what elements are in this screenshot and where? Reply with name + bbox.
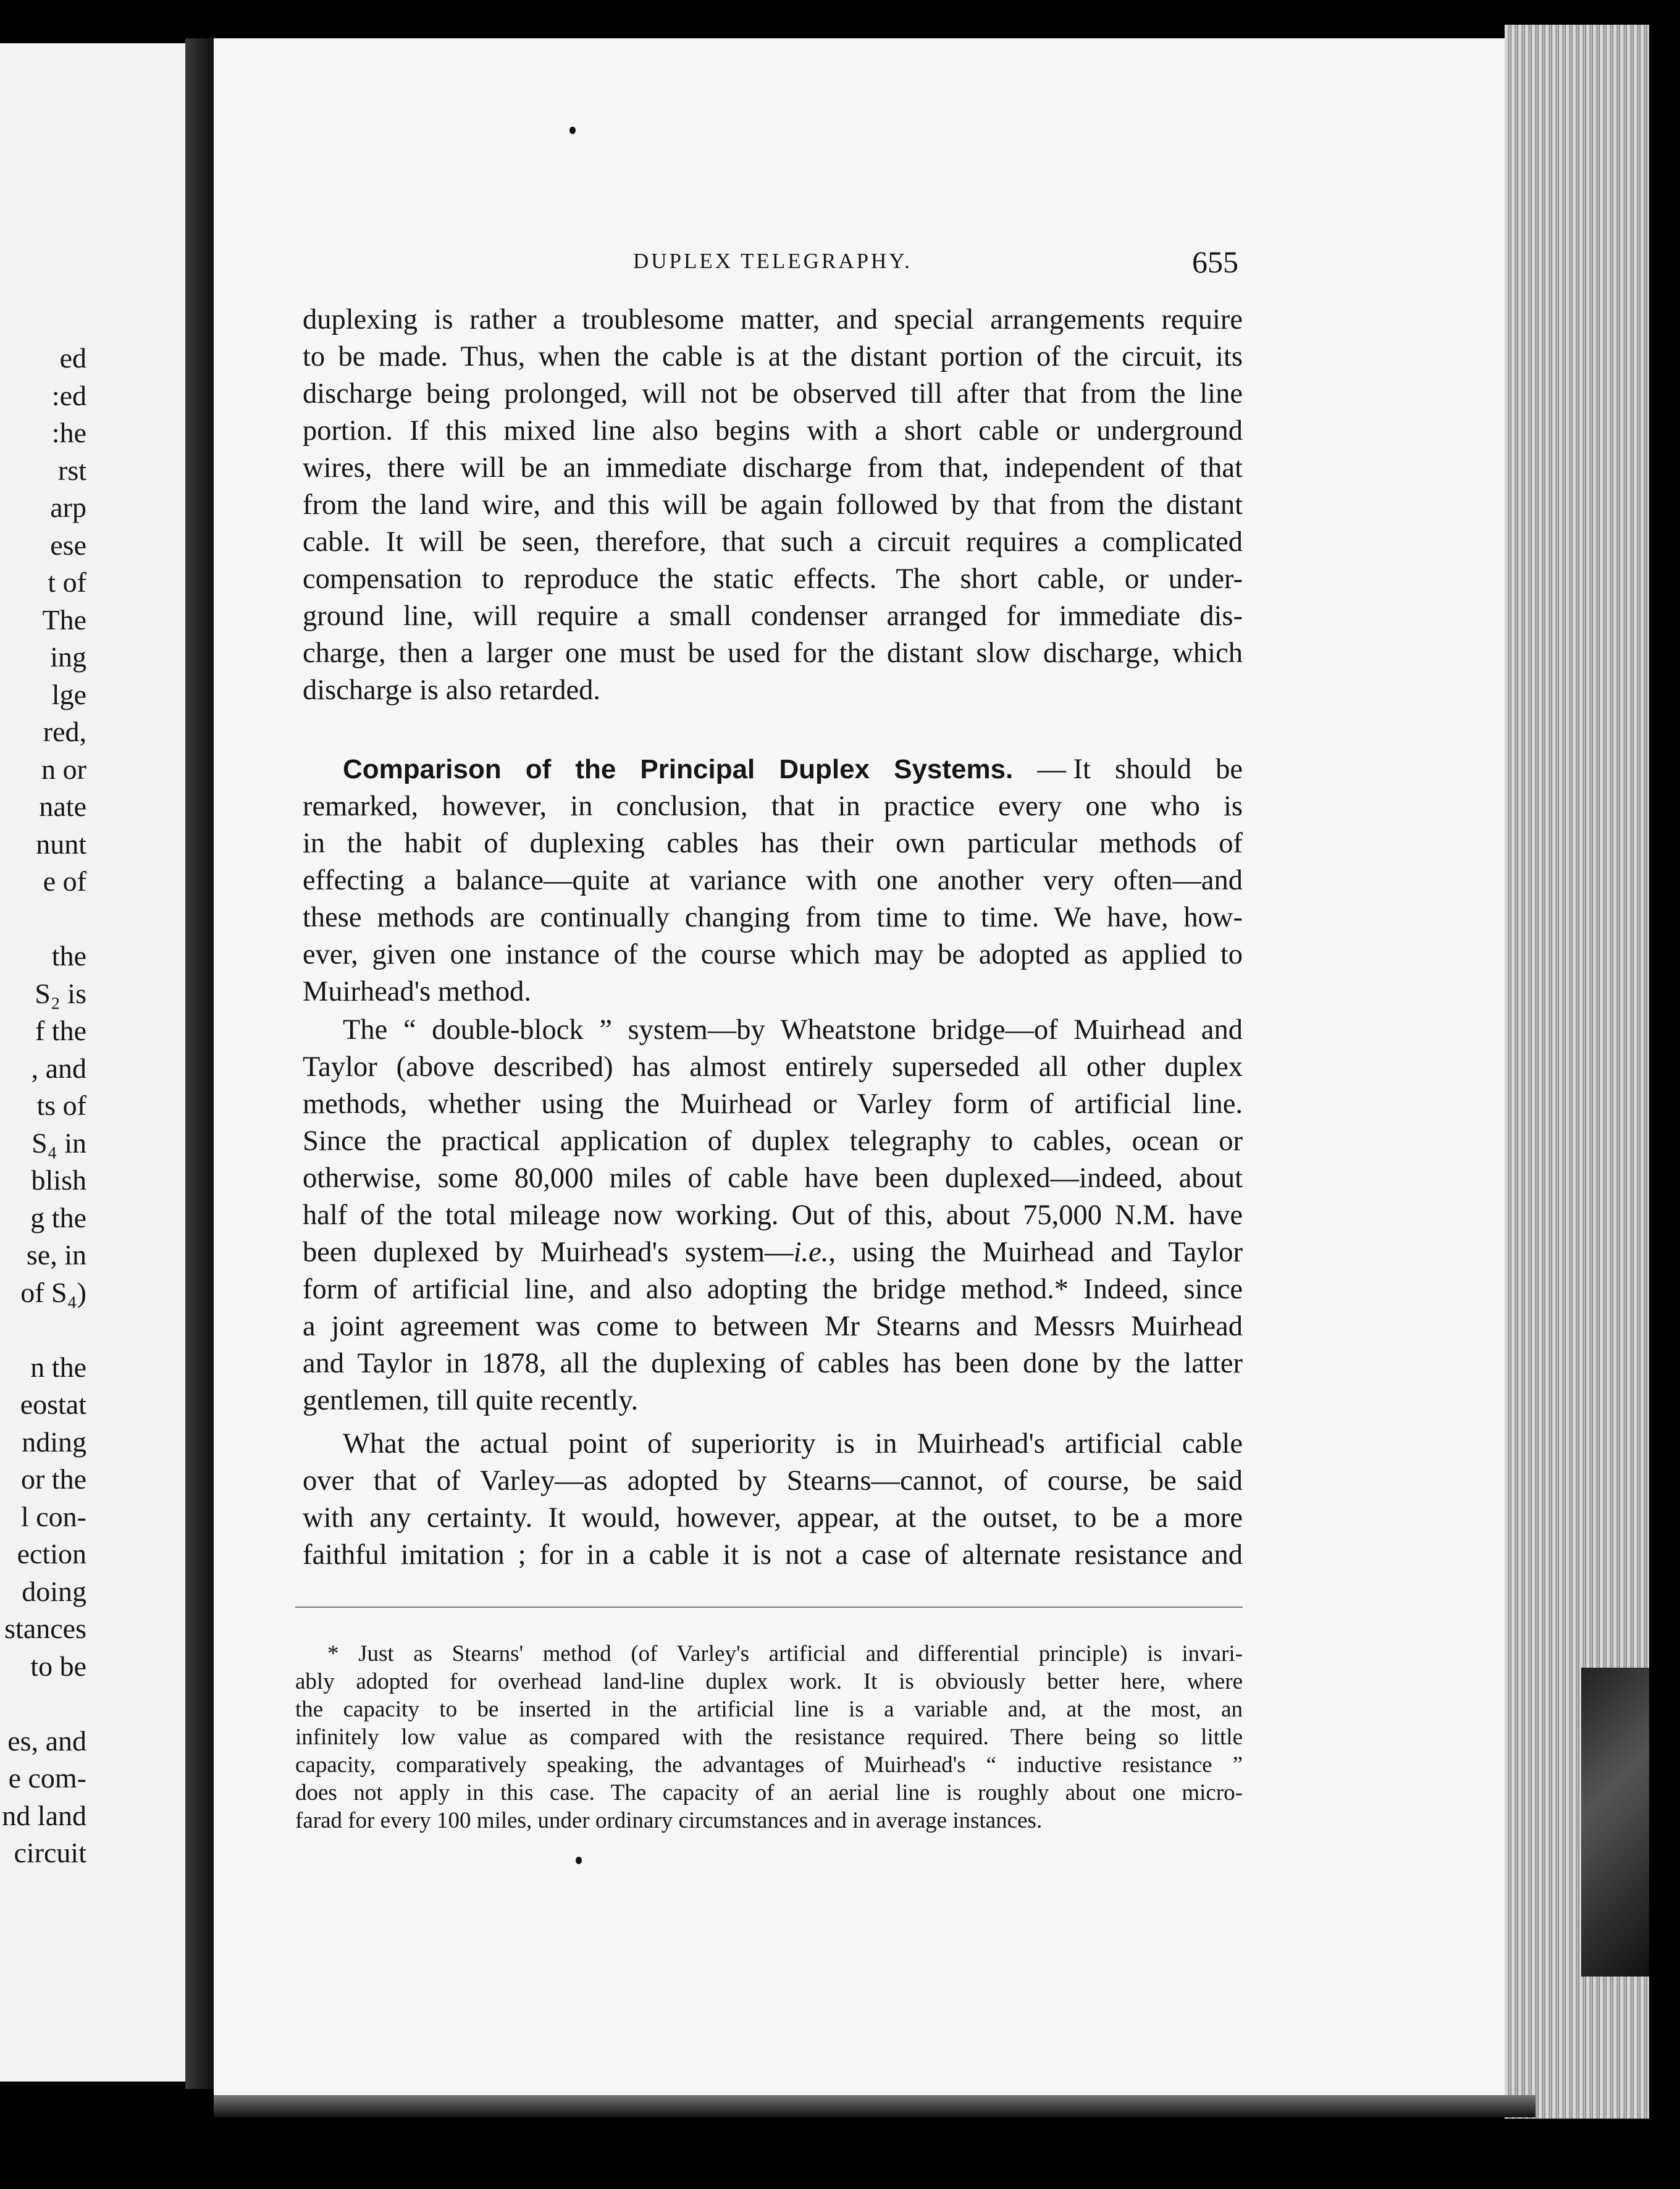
section-heading-tail-word: should: [1114, 754, 1191, 785]
footnote-line: the capacity to be inserted in the artificial line is a variable and, at the most, an: [295, 1697, 1243, 1722]
body-line: faithful imitation ; for in a cable it is not a case of alternate resistance and: [303, 1539, 1243, 1571]
section-heading-word: Systems.: [894, 754, 1014, 784]
facing-page-line: ese: [50, 529, 86, 561]
body-line: to be made. Thus, when the cable is at the distant portion of the circuit, its: [303, 341, 1243, 372]
footnote-rule: [295, 1607, 1243, 1608]
facing-page-line: f the: [35, 1015, 86, 1046]
body-line: in the habit of duplexing cables has their own particular methods of: [303, 828, 1243, 859]
footnote-line: farad for every 100 miles, under ordinary circumstances and in average instances.: [295, 1808, 1043, 1833]
body-line: and Taylor in 1878, all the duplexing of cables has been done by the latter: [303, 1348, 1243, 1379]
facing-page-line: g the: [30, 1201, 86, 1233]
body-line: [303, 1234, 1243, 1271]
facing-page-line: :he: [51, 417, 86, 448]
body-line: a joint agreement was come to between Mr Stearns and Messrs Muirhead: [303, 1311, 1243, 1342]
book-gutter: [185, 38, 214, 2089]
facing-page-line: se, in: [26, 1239, 86, 1271]
body-line: form of artificial line, and also adopting the bridge method.* Indeed, since: [303, 1274, 1243, 1305]
body-line: from the land wire, and this will be again followed by that from the distant: [303, 489, 1243, 521]
section-heading-word: Comparison: [343, 754, 502, 784]
facing-page-line: the: [51, 940, 86, 972]
body-line: ever, given one instance of the course which may be adopted as applied to: [303, 939, 1243, 970]
section-heading-word: Duplex: [779, 754, 870, 784]
facing-page-line: es, and: [7, 1725, 86, 1757]
facing-page-line: nding: [22, 1426, 86, 1458]
facing-page-line: nunt: [36, 828, 86, 860]
section-heading-word: of: [525, 754, 552, 784]
running-title: DUPLEX TELEGRAPHY.: [633, 249, 912, 273]
section-heading-word: Principal: [640, 754, 755, 784]
footnote-line: ably adopted for overhead land-line duplex work. It is obviously better here, where: [295, 1669, 1243, 1694]
facing-page-line: ection: [17, 1538, 86, 1569]
facing-page-line: l con-: [20, 1500, 86, 1532]
line-segment: been duplexed by Muirhead's system—: [303, 1237, 794, 1268]
footnote-line: * Just as Stearns' method (of Varley's artificial and differential principle) is invari-: [327, 1641, 1243, 1666]
facing-page-line: stances: [4, 1613, 86, 1644]
body-line: these methods are continually changing from time to time. We have, how-: [303, 902, 1243, 933]
section-heading-tail-word: be: [1216, 754, 1243, 785]
facing-page-line: S₄ in: [32, 1127, 86, 1159]
body-line: methods, whether using the Muirhead or Varley form of artificial line.: [303, 1088, 1243, 1120]
body-line: The “ double-block ” system—by Wheatstone bridge—of Muirhead and: [343, 1014, 1243, 1046]
facing-page-line: eostat: [20, 1389, 86, 1420]
body-line: Taylor (above described) has almost entirely superseded all other duplex: [303, 1051, 1243, 1083]
body-line: effecting a balance—quite at variance with one another very often—and: [303, 865, 1243, 896]
facing-page-line: n the: [30, 1351, 86, 1383]
body-line: Muirhead's method.: [303, 976, 531, 1007]
page-stack-shadow: [1581, 1668, 1649, 1977]
facing-page-line: to be: [30, 1650, 86, 1682]
section-heading-line: [343, 751, 1243, 788]
facing-page-line: , and: [31, 1052, 86, 1084]
body-line: discharge is also retarded.: [303, 674, 601, 706]
body-line: cable. It will be seen, therefore, that such a circuit requires a complicated: [303, 526, 1243, 558]
facing-page-line: [0, 1311, 86, 1349]
body-line: charge, then a larger one must be used for the distant slow discharge, which: [303, 637, 1243, 669]
facing-page-line: ts of: [36, 1090, 86, 1121]
body-line: duplexing is rather a troublesome matter, and special arrangements require: [303, 304, 1243, 335]
facing-page-line: n or: [41, 753, 86, 785]
body-line: wires, there will be an immediate discharge from that, independent of that: [303, 452, 1243, 484]
line-segment: , using the Muirhead and Taylor: [828, 1237, 1243, 1268]
section-heading-word: the: [575, 754, 616, 784]
page-number: 655: [1192, 245, 1238, 279]
ink-speck: [569, 127, 576, 134]
facing-page-line: S₂ is: [35, 977, 86, 1009]
facing-page-line: ing: [50, 641, 86, 673]
facing-page-line: doing: [22, 1575, 86, 1607]
ink-speck: [576, 1857, 582, 1864]
facing-page-line: ed: [59, 342, 86, 374]
facing-page: [0, 43, 185, 2082]
footnote-line: does not apply in this case. The capacity of an aerial line is roughly about one micro-: [295, 1780, 1243, 1805]
body-line: with any certainty. It would, however, appear, at the outset, to be a more: [303, 1502, 1243, 1534]
facing-page-line: [0, 901, 86, 938]
body-line: ground line, will require a small condenser arranged for immediate dis-: [303, 600, 1243, 632]
facing-page-line: red,: [43, 716, 86, 747]
facing-page-line: e com-: [8, 1762, 86, 1794]
body-line: discharge being prolonged, will not be observed till after that from the line: [303, 378, 1243, 410]
facing-page-line: nd land: [2, 1799, 86, 1831]
body-line: compensation to reproduce the static effects. The short cable, or under-: [303, 563, 1243, 595]
facing-page-line: arp: [50, 492, 86, 523]
facing-page-line: t of: [48, 566, 86, 598]
facing-page-line: nate: [39, 791, 86, 822]
footnote-line: capacity, comparatively speaking, the advantages of Muirhead's “ inductive resistance ”: [295, 1752, 1243, 1778]
facing-page-line: e of: [43, 865, 86, 897]
facing-page-line: rst: [58, 454, 86, 486]
body-line: What the actual point of superiority is in Muirhead's artificial cable: [343, 1428, 1243, 1460]
facing-page-text: [0, 340, 86, 1872]
footnote-line: infinitely low value as compared with the resistance required. There being so little: [295, 1725, 1243, 1750]
body-line: gentlemen, till quite recently.: [303, 1385, 639, 1416]
facing-page-line: lge: [51, 678, 86, 710]
body-line: otherwise, some 80,000 miles of cable have been duplexed—indeed, about: [303, 1162, 1243, 1194]
page-bottom-shadow: [214, 2095, 1535, 2117]
body-line: portion. If this mixed line also begins with a short cable or underground: [303, 415, 1243, 447]
facing-page-line: :ed: [51, 379, 86, 411]
facing-page-line: The: [42, 603, 86, 636]
italic-abbreviation: i.e.: [793, 1237, 829, 1268]
body-line: Since the practical application of duplex telegraphy to cables, ocean or: [303, 1125, 1243, 1157]
facing-page-line: [0, 1685, 86, 1723]
facing-page-line: blish: [31, 1164, 86, 1196]
facing-page-line: or the: [20, 1463, 86, 1495]
body-line: over that of Varley—as adopted by Stearns—cannot, of course, be said: [303, 1465, 1243, 1497]
facing-page-line: circuit: [14, 1837, 86, 1868]
facing-page-line: of S₄): [20, 1276, 86, 1308]
body-line: remarked, however, in conclusion, that in practice every one who is: [303, 791, 1243, 822]
body-line: half of the total mileage now working. Out of this, about 75,000 N.M. have: [303, 1200, 1243, 1231]
section-heading-tail-word: — It: [1037, 754, 1091, 785]
